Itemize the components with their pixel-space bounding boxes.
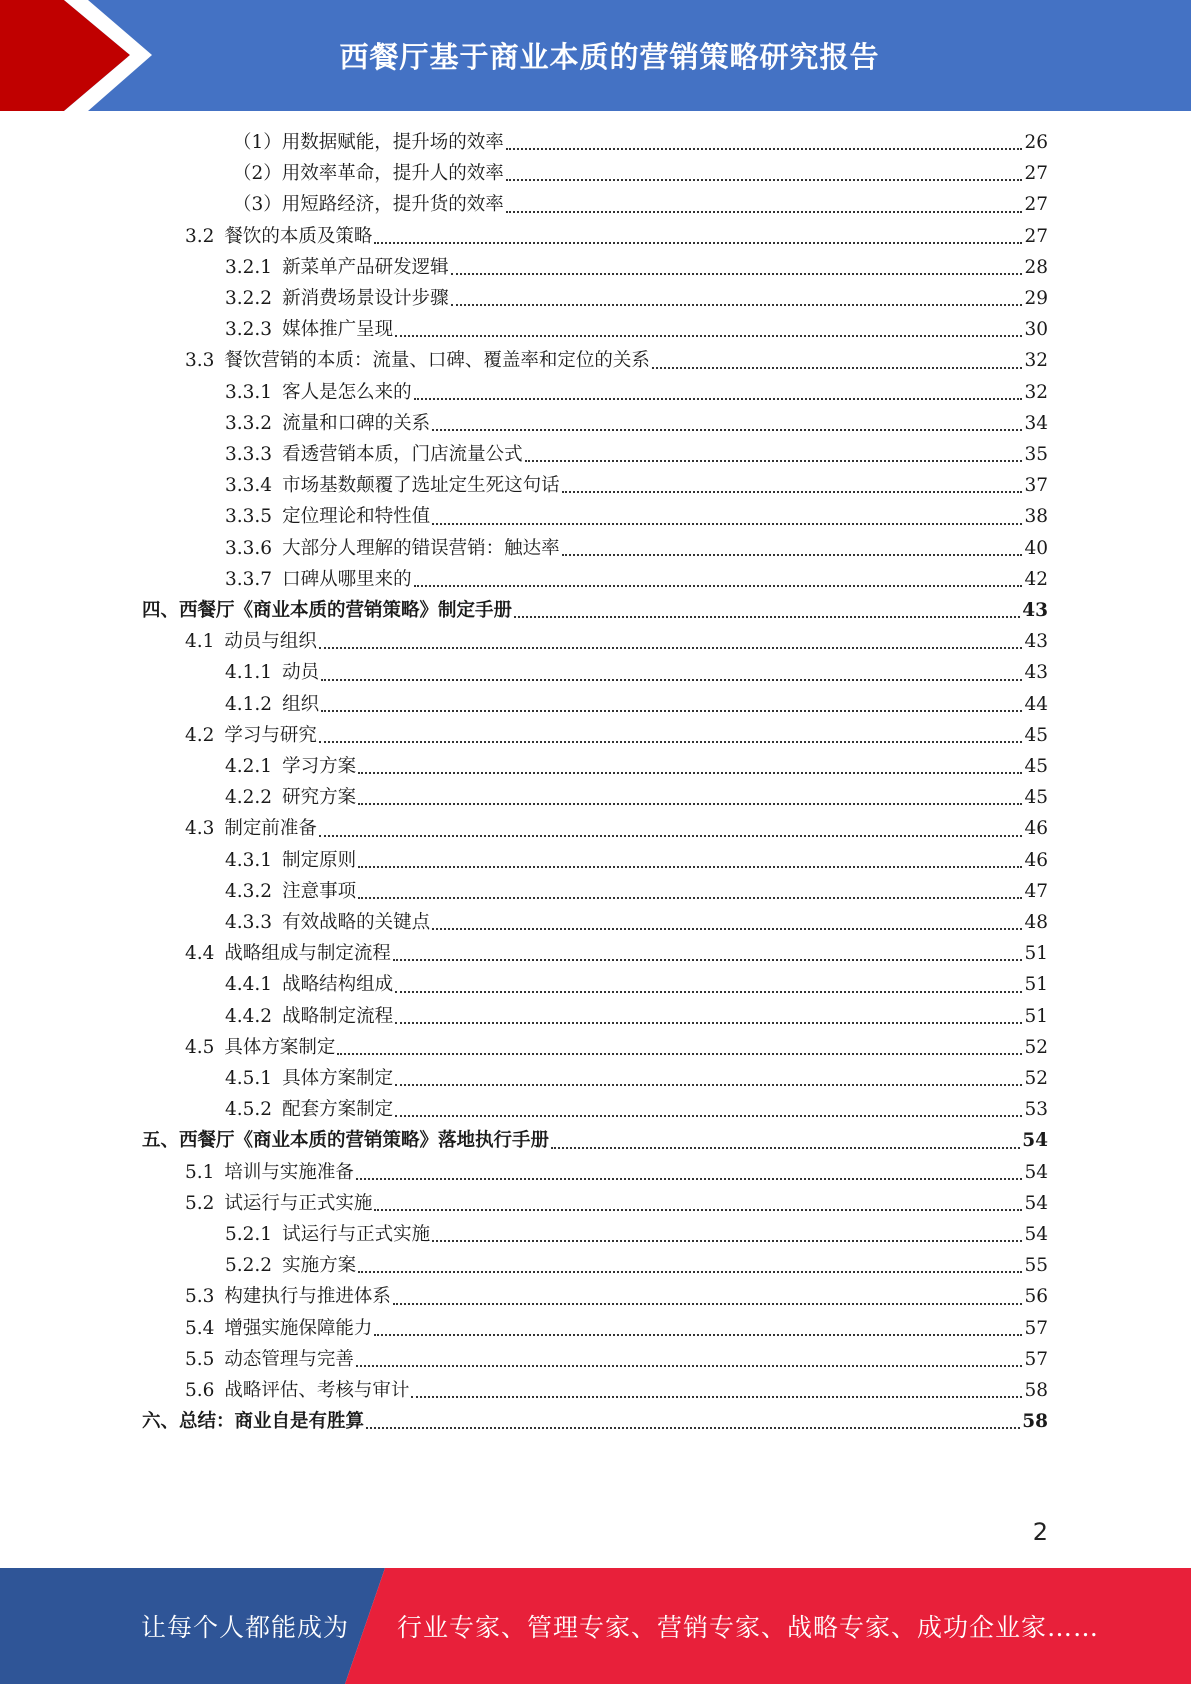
toc-entry-page: 27 xyxy=(1024,194,1048,216)
toc-dot-leader xyxy=(358,865,1022,868)
toc-entry-number: 3.2.2 xyxy=(225,288,273,309)
toc-entry-number: 4.2 xyxy=(185,724,215,746)
toc-entry-number: 5.4 xyxy=(185,1317,215,1339)
toc-dot-leader xyxy=(358,802,1022,805)
page-footer-band xyxy=(0,1568,1191,1684)
toc-entry-number: 3.3.6 xyxy=(225,537,273,559)
toc-entry-page: 38 xyxy=(1024,506,1048,528)
toc-entry[interactable] xyxy=(233,189,1048,220)
toc-entry-page: 52 xyxy=(1024,1036,1048,1058)
toc-dot-leader xyxy=(393,958,1023,961)
toc-dot-leader xyxy=(337,1052,1022,1055)
toc-entry-page: 47 xyxy=(1024,880,1048,902)
toc-dot-leader xyxy=(319,646,1023,649)
toc-entry-number: 4.3.2 xyxy=(225,880,273,902)
toc-entry-title: 新消费场景设计步骤 xyxy=(282,288,449,309)
toc-entry-page: 57 xyxy=(1024,1348,1048,1370)
toc-entry-title: 流量和口碑的关系 xyxy=(282,412,431,434)
page-header-band xyxy=(0,0,1191,111)
toc-entry-title: 口碑从哪里来的 xyxy=(282,568,412,590)
toc-entry-title: 战略评估、考核与审计 xyxy=(224,1380,410,1401)
toc-dot-leader xyxy=(358,896,1022,899)
toc-dot-leader xyxy=(562,553,1023,556)
toc-entry-number: 5.2.1 xyxy=(225,1224,273,1245)
toc-entry-page: 48 xyxy=(1024,912,1048,933)
toc-entry-number: 3.2.3 xyxy=(225,319,273,341)
toc-entry[interactable] xyxy=(225,252,1048,283)
toc-entry-title: 注意事项 xyxy=(282,880,357,902)
toc-entry-title: 西餐厅《商业本质的营销策略》落地执行手册 xyxy=(179,1130,550,1152)
toc-entry-number: （3） xyxy=(233,194,282,216)
toc-dot-leader xyxy=(414,397,1023,400)
toc-entry-page: 58 xyxy=(1024,1380,1048,1401)
toc-entry-page: 53 xyxy=(1024,1099,1048,1121)
toc-entry-number: 六、 xyxy=(142,1411,180,1433)
toc-entry-title: 构建执行与推进体系 xyxy=(224,1286,391,1308)
toc-entry-title: 战略制定流程 xyxy=(282,1005,394,1027)
toc-entry-page: 46 xyxy=(1024,849,1048,871)
toc-entry[interactable] xyxy=(185,1157,1048,1188)
toc-entry-title: 战略组成与制定流程 xyxy=(224,943,391,965)
toc-dot-leader xyxy=(395,1114,1022,1117)
toc-entry-number: 4.3 xyxy=(185,818,215,840)
toc-entry[interactable] xyxy=(185,813,1048,844)
footer-slogan-left: 让每个人都能成为 xyxy=(141,1613,350,1642)
toc-dot-leader xyxy=(319,834,1023,837)
toc-entry-title: 动态管理与完善 xyxy=(224,1348,354,1370)
toc-entry-number: 4.1.2 xyxy=(225,693,273,715)
toc-entry[interactable] xyxy=(225,1094,1048,1125)
toc-entry-number: 3.3.2 xyxy=(225,412,273,434)
toc-entry[interactable] xyxy=(225,1001,1048,1032)
toc-entry-page: 45 xyxy=(1024,787,1048,809)
toc-entry[interactable] xyxy=(233,127,1048,158)
toc-entry-number: 5.1 xyxy=(185,1161,215,1183)
toc-entry-page: 32 xyxy=(1024,381,1048,403)
toc-dot-leader xyxy=(652,366,1023,369)
toc-entry-title: 用短路经济，提升货的效率 xyxy=(281,194,504,216)
toc-entry-number: 3.3.1 xyxy=(225,381,273,403)
toc-entry-number: 4.1 xyxy=(185,631,215,653)
toc-dot-leader xyxy=(358,1270,1022,1273)
toc-entry-page: 28 xyxy=(1024,256,1048,278)
toc-dot-leader xyxy=(506,178,1023,181)
toc-dot-leader xyxy=(451,272,1023,275)
toc-entry[interactable] xyxy=(185,221,1048,252)
toc-entry-number: 4.5.1 xyxy=(225,1068,273,1089)
toc-entry[interactable] xyxy=(225,751,1048,782)
toc-dot-leader xyxy=(514,615,1020,618)
toc-entry[interactable] xyxy=(225,907,1048,938)
toc-dot-leader xyxy=(562,490,1023,493)
toc-entry[interactable] xyxy=(225,470,1048,501)
toc-dot-leader xyxy=(506,147,1023,150)
toc-entry[interactable] xyxy=(225,501,1048,532)
toc-entry-title: 媒体推广呈现 xyxy=(282,319,394,341)
toc-entry-page: 52 xyxy=(1024,1068,1048,1089)
toc-entry[interactable] xyxy=(233,158,1048,189)
toc-entry[interactable] xyxy=(225,377,1048,408)
toc-entry-page: 54 xyxy=(1024,1161,1048,1183)
toc-entry[interactable] xyxy=(225,1219,1048,1250)
toc-entry-title: 动员与组织 xyxy=(224,631,317,653)
toc-dot-leader xyxy=(321,709,1022,712)
toc-entry-page: 37 xyxy=(1024,475,1048,497)
toc-entry-number: 3.2 xyxy=(185,225,215,247)
toc-dot-leader xyxy=(393,1302,1023,1305)
toc-entry[interactable] xyxy=(225,314,1048,345)
toc-entry[interactable] xyxy=(225,564,1048,595)
toc-entry-page: 45 xyxy=(1024,724,1048,746)
toc-dot-leader xyxy=(451,303,1023,306)
toc-entry-number: 3.3.4 xyxy=(225,475,273,497)
toc-entry[interactable] xyxy=(185,938,1048,969)
toc-dot-leader xyxy=(395,990,1022,993)
toc-entry-number: 3.3 xyxy=(185,350,215,372)
toc-dot-leader xyxy=(432,1239,1022,1242)
toc-entry-page: 44 xyxy=(1024,693,1048,715)
toc-entry[interactable] xyxy=(225,782,1048,813)
toc-entry[interactable] xyxy=(225,283,1048,314)
toc-entry[interactable] xyxy=(225,1250,1048,1281)
toc-entry-title: 有效战略的关键点 xyxy=(282,912,431,933)
toc-entry-title: 西餐厅《商业本质的营销策略》制定手册 xyxy=(179,600,513,621)
toc-entry-page: 55 xyxy=(1024,1255,1048,1277)
toc-entry-title: 新菜单产品研发逻辑 xyxy=(282,256,449,278)
toc-entry-title: 配套方案制定 xyxy=(282,1099,394,1121)
toc-entry[interactable] xyxy=(185,720,1048,751)
toc-entry-title: 试运行与正式实施 xyxy=(224,1192,373,1214)
toc-dot-leader xyxy=(321,678,1022,681)
toc-entry-title: 定位理论和特性值 xyxy=(282,506,431,528)
toc-entry-title: 餐饮的本质及策略 xyxy=(224,225,373,247)
toc-entry[interactable] xyxy=(185,1375,1048,1406)
toc-entry-title: 学习与研究 xyxy=(224,724,317,746)
toc-entry-page: 27 xyxy=(1024,225,1048,247)
toc-entry[interactable] xyxy=(142,1125,1048,1156)
toc-entry[interactable] xyxy=(225,657,1048,688)
toc-entry-title: 试运行与正式实施 xyxy=(282,1224,431,1245)
toc-entry-page: 56 xyxy=(1024,1286,1048,1308)
toc-dot-leader xyxy=(358,771,1022,774)
toc-dot-leader xyxy=(525,459,1023,462)
toc-entry-page: 45 xyxy=(1024,756,1048,777)
toc-entry-number: 4.2.2 xyxy=(225,787,273,809)
toc-entry-title: 动员 xyxy=(282,662,320,684)
toc-entry-number: （1） xyxy=(233,132,282,153)
toc-entry-title: 实施方案 xyxy=(282,1255,357,1277)
footer-slogan-right: 行业专家、管理专家、营销专家、战略专家、成功企业家…… xyxy=(397,1613,1100,1642)
toc-entry-page: 32 xyxy=(1024,350,1048,372)
toc-entry[interactable] xyxy=(225,689,1048,720)
toc-entry-title: 大部分人理解的错误营销：触达率 xyxy=(282,537,560,559)
toc-entry[interactable] xyxy=(185,1281,1048,1312)
toc-entry[interactable] xyxy=(185,1188,1048,1219)
toc-entry[interactable] xyxy=(142,1406,1048,1437)
toc-entry-number: 5.3 xyxy=(185,1286,215,1308)
toc-entry-title: 具体方案制定 xyxy=(282,1068,394,1089)
document-title: 西餐厅基于商业本质的营销策略研究报告 xyxy=(339,40,880,74)
toc-entry-page: 57 xyxy=(1024,1317,1048,1339)
toc-entry-page: 30 xyxy=(1024,319,1048,341)
toc-entry-title: 研究方案 xyxy=(282,787,357,809)
toc-entry-title: 学习方案 xyxy=(282,756,357,777)
toc-dot-leader xyxy=(395,1083,1022,1086)
toc-entry[interactable] xyxy=(225,439,1048,470)
toc-entry-number: 五、 xyxy=(142,1130,180,1152)
toc-dot-leader xyxy=(374,241,1022,244)
toc-entry-number: 5.2.2 xyxy=(225,1255,273,1277)
toc-entry-title: 制定原则 xyxy=(282,849,357,871)
toc-entry-page: 54 xyxy=(1024,1224,1048,1245)
toc-entry-title: 餐饮营销的本质：流量、口碑、覆盖率和定位的关系 xyxy=(224,350,650,372)
toc-entry-title: 增强实施保障能力 xyxy=(224,1317,373,1339)
toc-dot-leader xyxy=(432,428,1022,431)
toc-entry-page: 46 xyxy=(1024,818,1048,840)
toc-entry-page: 29 xyxy=(1024,288,1048,309)
toc-dot-leader xyxy=(366,1426,1020,1429)
toc-dot-leader xyxy=(374,1333,1022,1336)
toc-entry-title: 客人是怎么来的 xyxy=(282,381,412,403)
toc-entry-number: 4.1.1 xyxy=(225,662,273,684)
toc-entry-title: 组织 xyxy=(282,693,320,715)
toc-entry-page: 54 xyxy=(1024,1192,1048,1214)
toc-dot-leader xyxy=(551,1146,1020,1149)
toc-entry-page: 43 xyxy=(1024,631,1048,653)
toc-entry[interactable] xyxy=(185,1344,1048,1375)
toc-entry-page: 34 xyxy=(1024,412,1048,434)
toc-entry-page: 40 xyxy=(1024,537,1048,559)
toc-entry-page: 35 xyxy=(1024,444,1048,465)
toc-dot-leader xyxy=(506,210,1023,213)
toc-entry-number: 4.3.3 xyxy=(225,912,273,933)
toc-entry-number: （2） xyxy=(233,163,282,185)
toc-entry-page: 51 xyxy=(1024,943,1048,965)
toc-entry[interactable] xyxy=(225,876,1048,907)
toc-entry-number: 4.4 xyxy=(185,943,215,965)
toc-entry[interactable] xyxy=(185,626,1048,657)
toc-entry-number: 5.2 xyxy=(185,1192,215,1214)
toc-dot-leader xyxy=(432,927,1022,930)
toc-entry-page: 51 xyxy=(1024,974,1048,996)
toc-entry-number: 3.2.1 xyxy=(225,256,273,278)
toc-entry[interactable] xyxy=(225,408,1048,439)
toc-entry[interactable] xyxy=(225,845,1048,876)
toc-entry-page: 43 xyxy=(1022,600,1048,621)
toc-entry[interactable] xyxy=(142,595,1048,626)
toc-entry-title: 总结：商业自是有胜算 xyxy=(179,1411,365,1433)
toc-entry-number: 4.2.1 xyxy=(225,756,273,777)
toc-entry-title: 培训与实施准备 xyxy=(224,1161,354,1183)
toc-dot-leader xyxy=(356,1364,1023,1367)
toc-entry-page: 42 xyxy=(1024,568,1048,590)
toc-entry-page: 27 xyxy=(1024,163,1048,185)
toc-dot-leader xyxy=(432,522,1022,525)
toc-entry-title: 战略结构组成 xyxy=(282,974,394,996)
toc-entry-title: 用效率革命，提升人的效率 xyxy=(281,163,504,185)
toc-entry-number: 4.4.1 xyxy=(225,974,273,996)
toc-entry-title: 看透营销本质，门店流量公式 xyxy=(282,444,523,465)
toc-dot-leader xyxy=(374,1208,1022,1211)
toc-entry-page: 26 xyxy=(1024,132,1048,153)
toc-entry[interactable] xyxy=(185,345,1048,376)
toc-entry[interactable] xyxy=(185,1313,1048,1344)
toc-entry-number: 3.3.3 xyxy=(225,444,273,465)
toc-dot-leader xyxy=(395,334,1022,337)
toc-dot-leader xyxy=(411,1395,1022,1398)
toc-entry-number: 3.3.7 xyxy=(225,568,273,590)
toc-entry[interactable] xyxy=(185,1032,1048,1063)
toc-entry-title: 市场基数颠覆了选址定生死这句话 xyxy=(282,475,560,497)
toc-entry[interactable] xyxy=(225,533,1048,564)
toc-entry-page: 58 xyxy=(1022,1411,1048,1433)
toc-entry-number: 4.5.2 xyxy=(225,1099,273,1121)
toc-entry-title: 用数据赋能，提升场的效率 xyxy=(281,132,504,153)
toc-dot-leader xyxy=(414,584,1023,587)
toc-entry-title: 制定前准备 xyxy=(224,818,317,840)
toc-dot-leader xyxy=(395,1021,1022,1024)
toc-entry-number: 5.5 xyxy=(185,1348,215,1370)
toc-entry-page: 54 xyxy=(1022,1130,1048,1152)
toc-entry-page: 51 xyxy=(1024,1005,1048,1027)
toc-entry-title: 具体方案制定 xyxy=(224,1036,336,1058)
toc-entry[interactable] xyxy=(225,1063,1048,1094)
page-number: 2 xyxy=(1032,1518,1048,1546)
toc-entry-number: 4.3.1 xyxy=(225,849,273,871)
toc-entry-number: 5.6 xyxy=(185,1380,215,1401)
toc-entry-page: 43 xyxy=(1024,662,1048,684)
toc-entry-number: 4.4.2 xyxy=(225,1005,273,1027)
toc-entry-number: 4.5 xyxy=(185,1036,215,1058)
toc-entry-number: 四、 xyxy=(142,600,180,621)
toc-entry-number: 3.3.5 xyxy=(225,506,273,528)
toc-entry[interactable] xyxy=(225,969,1048,1000)
toc-dot-leader xyxy=(319,740,1023,743)
toc-dot-leader xyxy=(356,1177,1023,1180)
